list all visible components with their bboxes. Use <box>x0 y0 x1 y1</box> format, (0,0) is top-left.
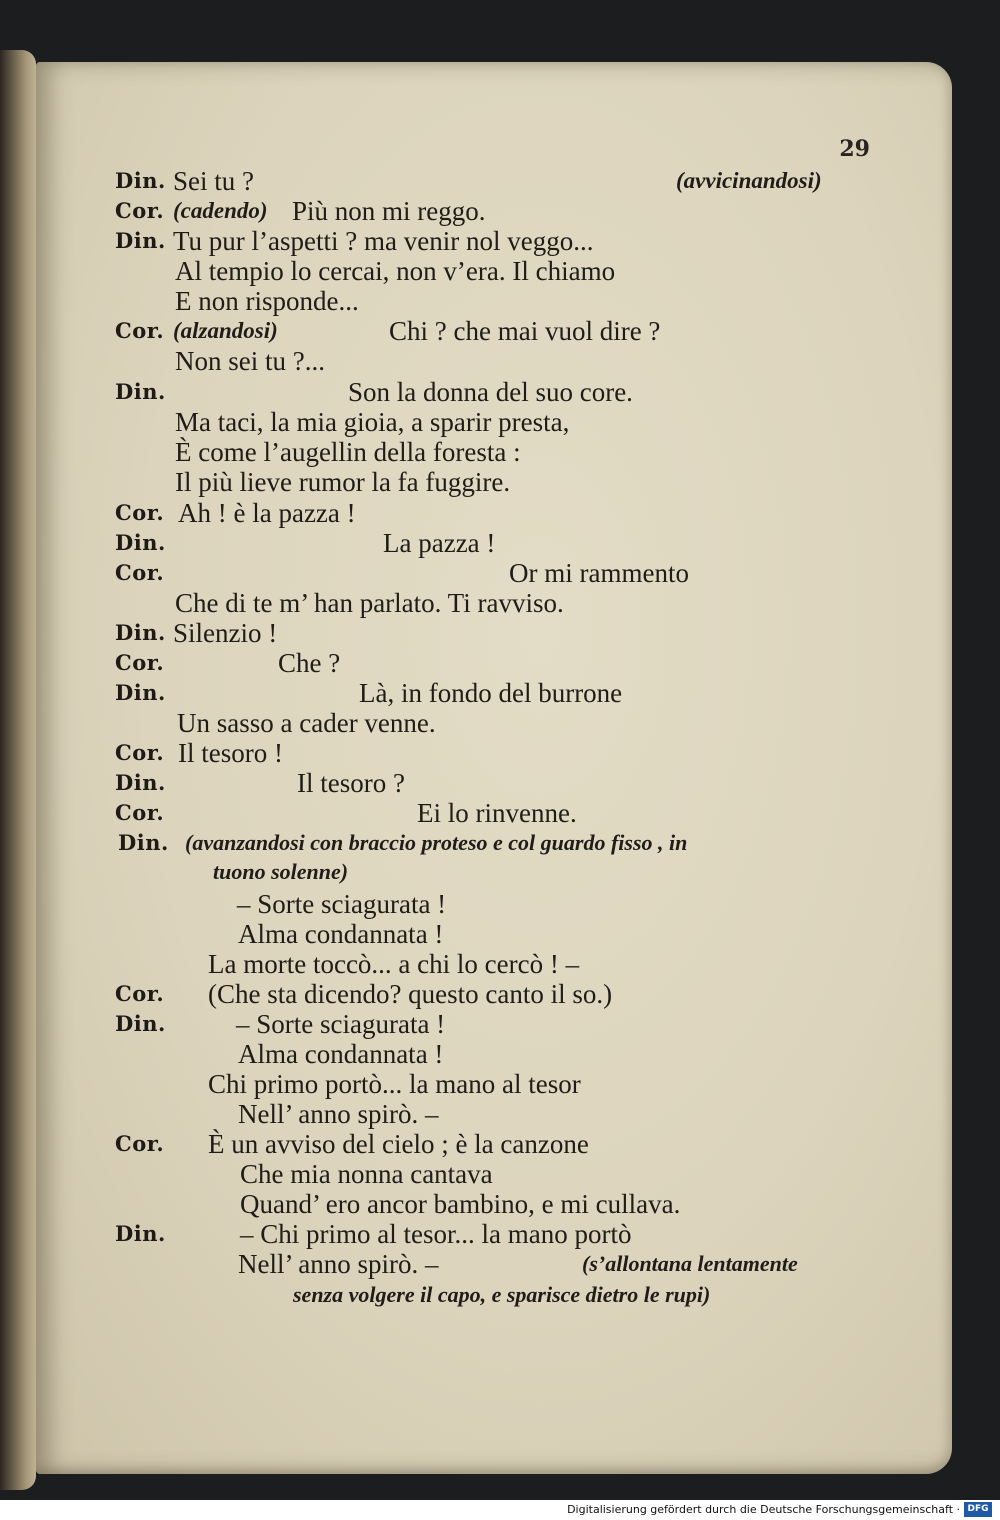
dialogue-line <box>0 1099 1000 1129</box>
line-text: Là, in fondo del burrone <box>359 678 623 708</box>
dialogue-line <box>0 828 1000 858</box>
speaker-label: Din. <box>115 168 166 193</box>
speaker-label: Cor. <box>115 740 165 765</box>
speaker-label: Cor. <box>115 500 165 525</box>
line-text: Nell’ anno spirò. – <box>238 1249 439 1279</box>
line-text: Che ? <box>278 648 341 678</box>
line-text: Più non mi reggo. <box>292 196 486 226</box>
stage-direction: (avanzandosi con braccio proteso e col guardo fisso , in <box>185 830 688 855</box>
dialogue-line <box>0 588 1000 618</box>
speaker-label: Din. <box>115 530 166 555</box>
speaker-label: Din. <box>115 1011 166 1036</box>
dialogue-line <box>0 889 1000 919</box>
line-text: Il più lieve rumor la fa fuggire. <box>175 467 511 497</box>
dialogue-line <box>0 1129 1000 1159</box>
line-text: Ah ! è la pazza ! <box>178 498 356 528</box>
footer-credit: Digitalisierung gefördert durch die Deutsche Forschungsgemeinschaft · <box>567 1503 960 1516</box>
line-text: Ma taci, la mia gioia, a sparir presta, <box>175 407 570 437</box>
dialogue-line <box>0 768 1000 798</box>
line-text: È un avviso del cielo ; è la canzone <box>208 1129 589 1159</box>
dialogue-line <box>0 558 1000 588</box>
line-text: La pazza ! <box>383 528 496 558</box>
dialogue-line <box>0 738 1000 768</box>
dialogue-line <box>0 407 1000 437</box>
dialogue-line <box>0 346 1000 376</box>
line-text: E non risponde... <box>175 286 359 316</box>
line-text: Chi ? che mai vuol dire ? <box>389 316 661 346</box>
speaker-label: Din. <box>118 830 169 855</box>
dialogue-line <box>0 979 1000 1009</box>
dialogue-line <box>0 528 1000 558</box>
dialogue-line <box>0 648 1000 678</box>
line-text: Il tesoro ! <box>178 738 283 768</box>
stage-direction: tuono solenne) <box>213 859 349 884</box>
line-text: Che di te m’ han parlato. Ti ravviso. <box>175 588 564 618</box>
speaker-label: Cor. <box>115 800 165 825</box>
dialogue-line <box>0 316 1000 346</box>
line-text: (Che sta dicendo? questo canto il so.) <box>208 979 613 1009</box>
line-text: – Sorte sciagurata ! <box>236 1009 446 1039</box>
line-text: Chi primo portò... la mano al tesor <box>208 1069 581 1099</box>
dialogue-line <box>0 1069 1000 1099</box>
line-text: Non sei tu ?... <box>175 346 325 376</box>
line-text: Silenzio ! <box>173 618 278 648</box>
dialogue-line <box>0 377 1000 407</box>
line-text: Un sasso a cader venne. <box>177 708 436 738</box>
stage-direction: (alzandosi) <box>173 318 278 343</box>
dialogue-line <box>0 467 1000 497</box>
speaker-label: Cor. <box>115 560 165 585</box>
dialogue-line <box>0 798 1000 828</box>
stage-direction: (s’allontana lentamente <box>582 1251 798 1276</box>
dialogue-line <box>0 1159 1000 1189</box>
dialogue-line <box>0 1280 1000 1310</box>
speaker-label: Cor. <box>115 650 165 675</box>
line-text: Quand’ ero ancor bambino, e mi cullava. <box>240 1189 681 1219</box>
line-text: Che mia nonna cantava <box>240 1159 493 1189</box>
speaker-label: Cor. <box>115 981 165 1006</box>
line-text: Il tesoro ? <box>297 768 405 798</box>
dialogue-line <box>0 1249 1000 1279</box>
dialogue-line <box>0 1219 1000 1249</box>
line-text: Alma condannata ! <box>238 919 444 949</box>
line-text: – Sorte sciagurata ! <box>237 889 447 919</box>
line-text: La morte toccò... a chi lo cercò ! – <box>208 949 580 979</box>
dialogue-line <box>0 1009 1000 1039</box>
dialogue-line <box>0 437 1000 467</box>
stage-direction: (avvicinandosi) <box>676 168 822 193</box>
line-text: Nell’ anno spirò. – <box>238 1099 439 1129</box>
dialogue-line <box>0 196 1000 226</box>
line-text: Alma condannata ! <box>238 1039 444 1069</box>
dialogue-line <box>0 1039 1000 1069</box>
line-text: Or mi rammento <box>509 558 689 588</box>
stage-direction: senza volgere il capo, e sparisce dietro le rupi) <box>293 1282 711 1307</box>
speaker-label: Din. <box>115 680 166 705</box>
speaker-label: Din. <box>115 379 166 404</box>
line-text: È come l’augellin della foresta : <box>175 437 521 467</box>
speaker-label: Din. <box>115 770 166 795</box>
speaker-label: Din. <box>115 620 166 645</box>
speaker-label: Cor. <box>115 318 165 343</box>
dialogue-line <box>0 949 1000 979</box>
dfg-logo: DFG <box>964 1502 992 1517</box>
line-text: Al tempio lo cercai, non v’era. Il chiamo <box>175 256 616 286</box>
dialogue-line <box>0 857 1000 887</box>
stage-direction: (cadendo) <box>173 198 268 223</box>
dialogue-line <box>0 678 1000 708</box>
dialogue-line <box>0 1189 1000 1219</box>
dialogue-line <box>0 286 1000 316</box>
dialogue-line <box>0 226 1000 256</box>
dialogue-line <box>0 256 1000 286</box>
speaker-label: Din. <box>115 228 166 253</box>
speaker-label: Din. <box>115 1221 166 1246</box>
dialogue-line <box>0 708 1000 738</box>
line-text: Sei tu ? <box>173 166 254 196</box>
dialogue-line <box>0 498 1000 528</box>
dialogue-line <box>0 166 1000 196</box>
speaker-label: Cor. <box>115 198 165 223</box>
line-text: Son la donna del suo core. <box>348 377 633 407</box>
speaker-label: Cor. <box>115 1131 165 1156</box>
line-text: Tu pur l’aspetti ? ma venir nol veggo... <box>173 226 594 256</box>
dialogue-line <box>0 618 1000 648</box>
line-text: – Chi primo al tesor... la mano portò <box>240 1219 632 1249</box>
dialogue-line <box>0 919 1000 949</box>
page-number: 29 <box>839 136 870 162</box>
line-text: Ei lo rinvenne. <box>417 798 577 828</box>
